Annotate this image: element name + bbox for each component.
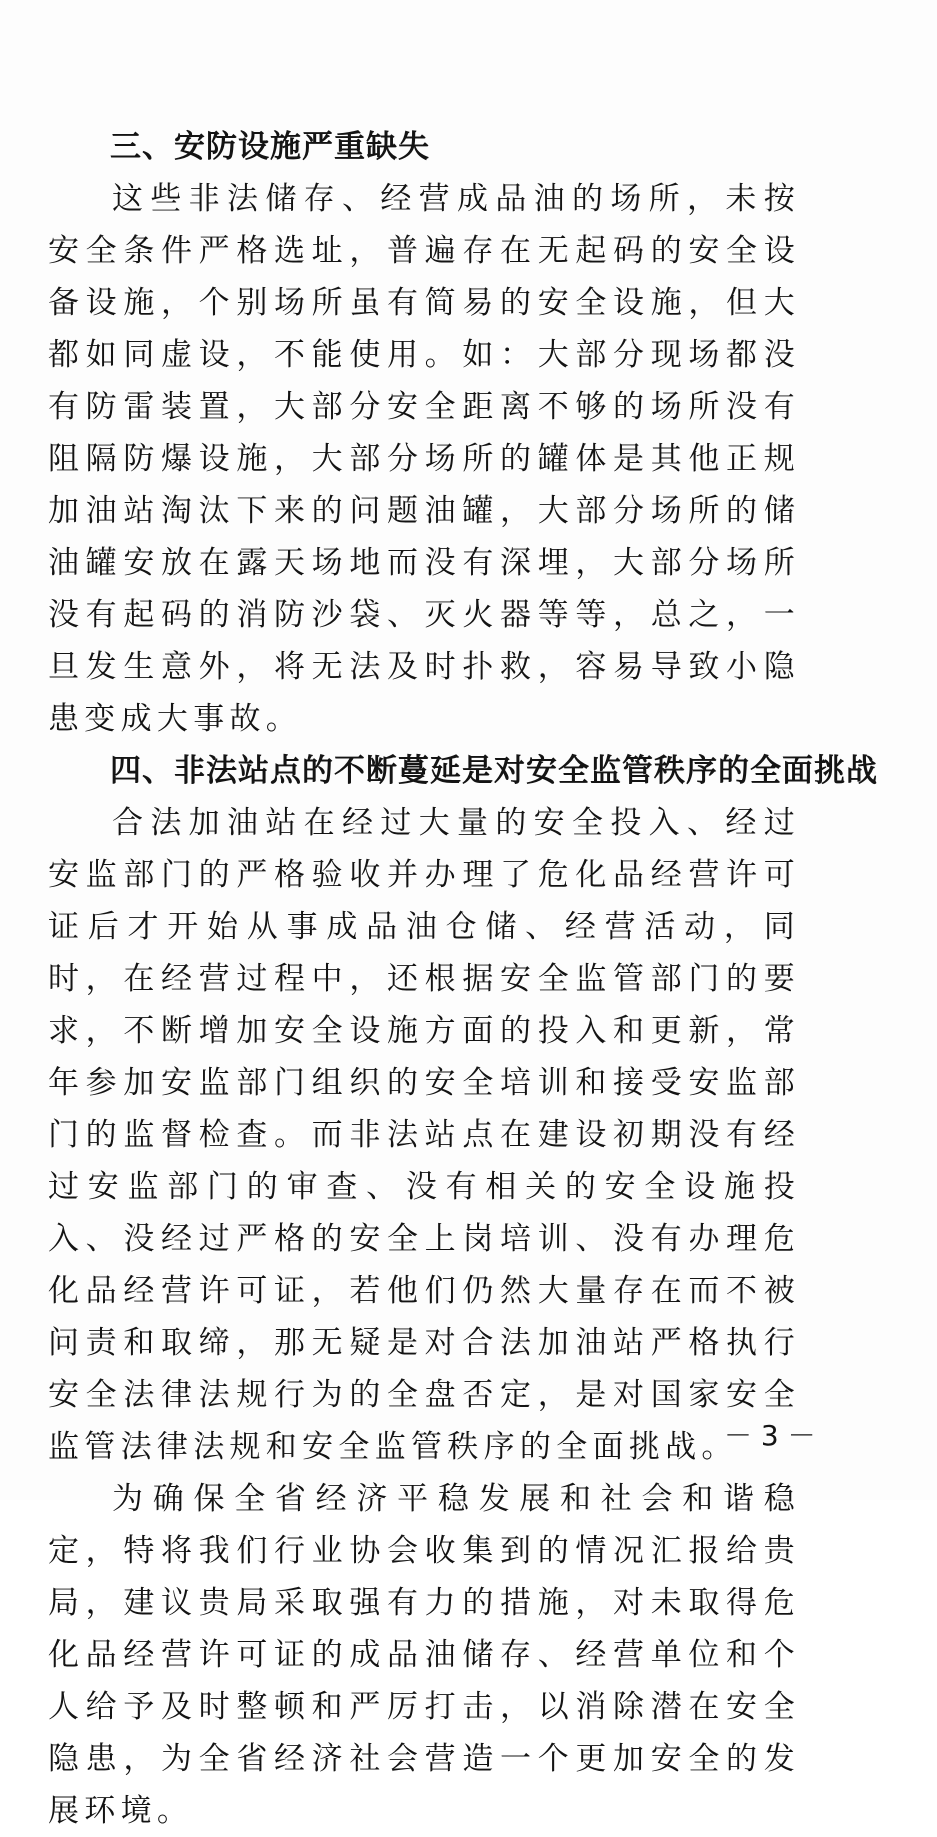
paragraph-recommendation: 为确保全省经济平稳发展和社会和谐稳定，特将我们行业协会收集到的情况汇报给贵局，建议贵局采取强有力的措施，对未取得危化品经营许可证的成品油储存、经营单位和个人给予及时整顿和严厉打击，以消除潜在安全隐患，为全省经济社会营造一个更加安全的发展环境。: [48, 1481, 800, 1829]
section-heading-illegal-stations: 四、非法站点的不断蔓延是对安全监管秩序的全面挑战: [110, 753, 878, 789]
paragraph-safety-facilities: 这些非法储存、经营成品油的场所，未按安全条件严格选址，普遍存在无起码的安全设备设施，个别场所虽有简易的安全设施，但大都如同虚设，不能使用。如：大部分现场都没有防雷装置，大部分安全距离不够的场所没有阻隔防爆设施，大部分场所的罐体是其他正规加油站淘汰下来的问题油罐，大部分场所的储油罐安放在露天场地而没有深埋，大部分场所没有起码的消防沙袋、灭火器等等，总之，一旦发生意外，将无法及时扑救，容易导致小隐患变成大事故。: [48, 181, 800, 737]
page-number: － 3 －: [724, 1419, 816, 1452]
document-body: [48, 121, 878, 1837]
section-heading-safety-facilities: 三、安防设施严重缺失: [110, 129, 430, 165]
paragraph-illegal-stations: 合法加油站在经过大量的安全投入、经过安监部门的严格验收并办理了危化品经营许可证后才开始从事成品油仓储、经营活动，同时，在经营过程中，还根据安全监管部门的要求，不断增加安全设施方面的投入和更新，常年参加安监部门组织的安全培训和接受安监部门的监督检查。而非法站点在建设初期没有经过安监部门的审查、没有相关的安全设施投入、没经过严格的安全上岗培训、没有办理危化品经营许可证，若他们仍然大量存在而不被问责和取缔，那无疑是对合法加油站严格执行安全法律法规行为的全盘否定，是对国家安全监管法律法规和安全监管秩序的全面挑战。: [48, 805, 800, 1465]
